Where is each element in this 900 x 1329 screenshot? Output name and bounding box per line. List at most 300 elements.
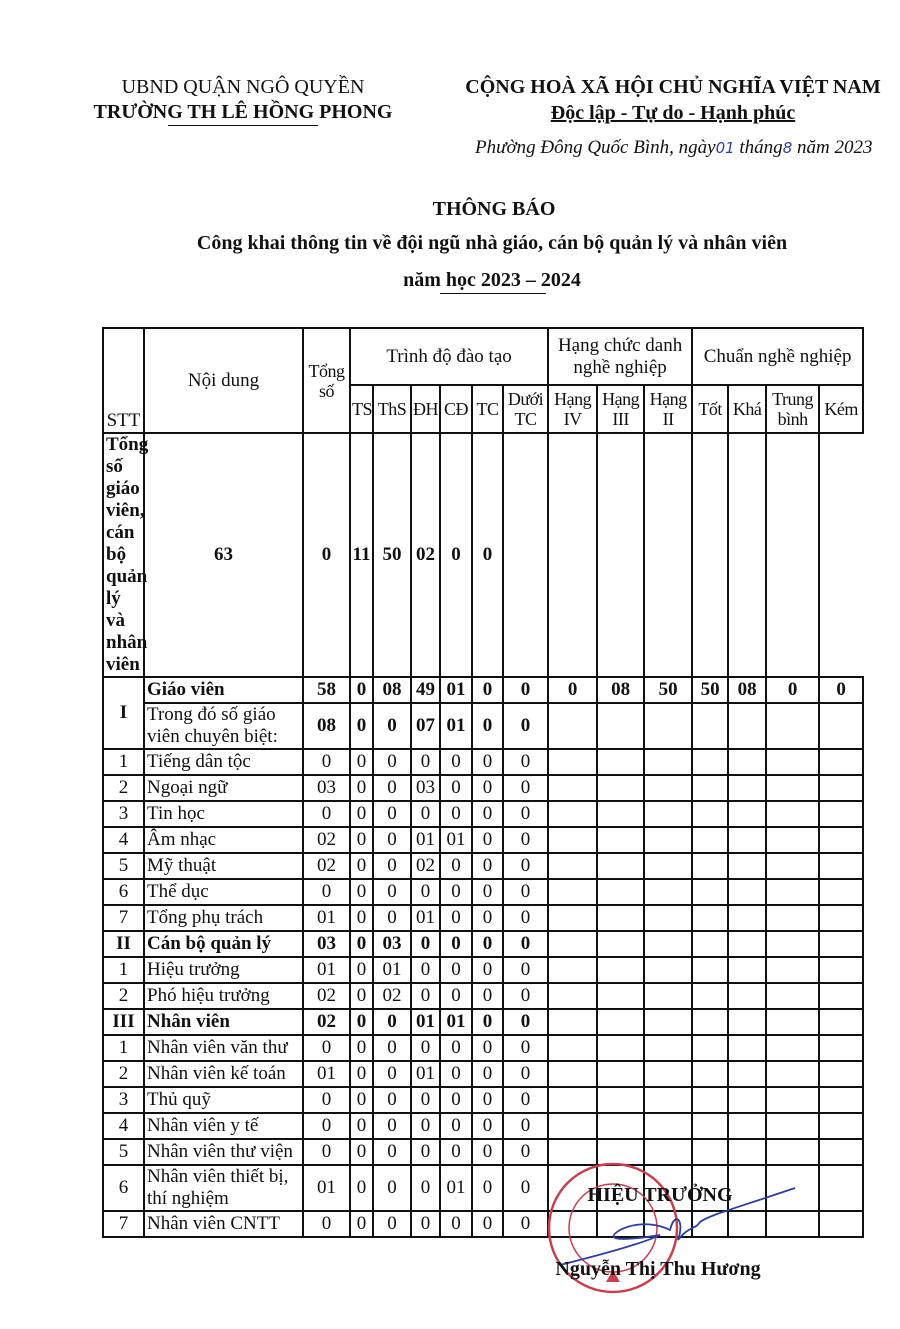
- row-label: Nhân viên thư viện: [144, 1139, 303, 1165]
- row-value: [597, 433, 644, 677]
- row-value: 03: [373, 931, 411, 957]
- row-value: 0: [350, 931, 373, 957]
- row-value: 08: [373, 677, 411, 703]
- header-sub-6: Hạng IV: [548, 385, 597, 433]
- row-value: [819, 853, 863, 879]
- row-value: [766, 879, 819, 905]
- table-row: [103, 1087, 863, 1113]
- row-value: 0: [373, 1061, 411, 1087]
- row-value: [728, 1113, 766, 1139]
- row-value: 01: [303, 957, 350, 983]
- row-value: 0: [503, 677, 548, 703]
- table-row: [103, 905, 863, 931]
- row-value: 01: [440, 677, 472, 703]
- date-prefix: Phường Đông Quốc Bình, ngày: [475, 137, 716, 158]
- row-value: [692, 1035, 728, 1061]
- row-value: 58: [303, 677, 350, 703]
- row-value: 0: [350, 1211, 373, 1237]
- row-stt: 1: [103, 1035, 144, 1061]
- row-label: Nhân viên văn thư: [144, 1035, 303, 1061]
- table-row: [103, 983, 863, 1009]
- header-standard: Chuẩn nghề nghiệp: [692, 328, 863, 385]
- row-label: Âm nhạc: [144, 827, 303, 853]
- row-value: 0: [472, 1009, 503, 1035]
- row-value: [766, 905, 819, 931]
- row-value: [766, 827, 819, 853]
- row-value: 0: [303, 1139, 350, 1165]
- row-value: [766, 1061, 819, 1087]
- row-value: [819, 931, 863, 957]
- row-value: 0: [350, 801, 373, 827]
- row-value: 0: [303, 1087, 350, 1113]
- row-value: 0: [303, 1035, 350, 1061]
- row-value: [819, 775, 863, 801]
- row-label: Cán bộ quản lý: [144, 931, 303, 957]
- row-value: [766, 1035, 819, 1061]
- row-value: 0: [440, 931, 472, 957]
- row-value: 0: [350, 775, 373, 801]
- row-value: [728, 749, 766, 775]
- row-value: [766, 983, 819, 1009]
- school-year: năm học 2023 – 2024: [403, 269, 581, 291]
- row-value: [548, 853, 597, 879]
- row-value: 0: [548, 677, 597, 703]
- row-value: [548, 703, 597, 749]
- row-value: [819, 1061, 863, 1087]
- row-label: Hiệu trưởng: [144, 957, 303, 983]
- row-value: 0: [411, 1035, 440, 1061]
- row-value: 0: [503, 1009, 548, 1035]
- row-value: 0: [503, 775, 548, 801]
- row-value: [819, 749, 863, 775]
- row-value: 02: [411, 433, 440, 677]
- row-value: 0: [472, 1087, 503, 1113]
- row-value: 0: [472, 677, 503, 703]
- row-value: 03: [411, 775, 440, 801]
- header-sub-0: TS: [350, 385, 373, 433]
- row-value: [766, 1087, 819, 1113]
- row-value: 0: [350, 1035, 373, 1061]
- row-value: [597, 801, 644, 827]
- row-value: [644, 433, 692, 677]
- row-value: [548, 1035, 597, 1061]
- header-sub-1: ThS: [373, 385, 411, 433]
- row-value: [597, 1009, 644, 1035]
- row-value: 0: [503, 905, 548, 931]
- row-value: [692, 775, 728, 801]
- row-stt: 2: [103, 775, 144, 801]
- row-value: [819, 1009, 863, 1035]
- row-value: [548, 983, 597, 1009]
- header-sub-2: ĐH: [411, 385, 440, 433]
- table-row: [103, 1061, 863, 1087]
- row-value: 49: [411, 677, 440, 703]
- row-value: [728, 853, 766, 879]
- row-value: 0: [373, 827, 411, 853]
- row-value: [644, 853, 692, 879]
- country-name: CỘNG HOÀ XÃ HỘI CHỦ NGHĨA VIỆT NAM: [465, 76, 881, 98]
- row-value: 0: [440, 853, 472, 879]
- row-value: [644, 827, 692, 853]
- row-label: Mỹ thuật: [144, 853, 303, 879]
- row-value: 0: [440, 433, 472, 677]
- row-label: Nhân viên thiết bị, thí nghiệm: [144, 1165, 303, 1211]
- row-value: [819, 1035, 863, 1061]
- row-value: 0: [503, 749, 548, 775]
- motto: Độc lập - Tự do - Hạnh phúc: [550, 102, 796, 124]
- row-value: [766, 749, 819, 775]
- row-value: [597, 905, 644, 931]
- row-value: [548, 749, 597, 775]
- row-value: [819, 1113, 863, 1139]
- row-value: 0: [472, 1035, 503, 1061]
- row-value: [548, 879, 597, 905]
- date-line: [475, 137, 872, 159]
- table-row: [103, 827, 863, 853]
- row-value: 0: [472, 905, 503, 931]
- row-value: [692, 749, 728, 775]
- row-value: 50: [373, 433, 411, 677]
- row-value: [692, 931, 728, 957]
- row-value: 0: [472, 749, 503, 775]
- row-stt: II: [103, 931, 144, 957]
- row-stt: 5: [103, 1139, 144, 1165]
- row-value: [503, 433, 548, 677]
- row-value: [692, 1061, 728, 1087]
- row-value: 0: [503, 801, 548, 827]
- table-row: [103, 879, 863, 905]
- row-value: 0: [472, 1061, 503, 1087]
- row-value: [548, 801, 597, 827]
- header-total: Tổng số: [303, 328, 350, 433]
- row-value: [766, 1139, 819, 1165]
- table-row: [103, 1113, 863, 1139]
- row-value: 01: [303, 1061, 350, 1087]
- row-value: [766, 1009, 819, 1035]
- row-value: 02: [303, 983, 350, 1009]
- row-value: 0: [373, 1087, 411, 1113]
- row-value: [819, 905, 863, 931]
- row-value: 0: [819, 677, 863, 703]
- row-value: [692, 1087, 728, 1113]
- row-value: [766, 853, 819, 879]
- row-value: [692, 983, 728, 1009]
- signer-role: HIỆU TRƯỞNG: [587, 1184, 733, 1206]
- header-sub-5: Dưới TC: [503, 385, 548, 433]
- row-value: 0: [472, 775, 503, 801]
- row-stt: 2: [103, 983, 144, 1009]
- row-value: 0: [411, 1139, 440, 1165]
- row-value: [728, 905, 766, 931]
- row-value: 0: [472, 853, 503, 879]
- row-value: [644, 1035, 692, 1061]
- table-row: [103, 677, 863, 703]
- row-value: [548, 827, 597, 853]
- row-stt: 7: [103, 1211, 144, 1237]
- row-value: [597, 1113, 644, 1139]
- row-value: 0: [411, 749, 440, 775]
- row-value: 0: [411, 1087, 440, 1113]
- row-value: [548, 1009, 597, 1035]
- row-value: 0: [472, 931, 503, 957]
- row-value: 07: [411, 703, 440, 749]
- row-value: 0: [472, 983, 503, 1009]
- row-value: [597, 1061, 644, 1087]
- row-value: [728, 983, 766, 1009]
- row-value: 0: [440, 801, 472, 827]
- row-value: 0: [440, 1211, 472, 1237]
- row-value: [766, 931, 819, 957]
- row-value: 0: [373, 1009, 411, 1035]
- row-value: 0: [303, 433, 350, 677]
- row-value: 0: [472, 1165, 503, 1211]
- row-value: 0: [472, 827, 503, 853]
- row-value: [597, 703, 644, 749]
- row-value: 0: [411, 1165, 440, 1211]
- row-stt: 1: [103, 957, 144, 983]
- row-value: [548, 957, 597, 983]
- row-value: [728, 957, 766, 983]
- row-label: Tổng phụ trách: [144, 905, 303, 931]
- row-value: 0: [472, 433, 503, 677]
- row-value: [692, 827, 728, 853]
- school-name: TRƯỜNG TH LÊ HỒNG PHONG: [93, 101, 393, 123]
- document-title: THÔNG BÁO: [432, 198, 556, 220]
- row-value: 01: [440, 1009, 472, 1035]
- row-value: [597, 983, 644, 1009]
- row-value: 0: [373, 1211, 411, 1237]
- table-row: [103, 931, 863, 957]
- row-value: [692, 879, 728, 905]
- row-value: [644, 957, 692, 983]
- row-value: 02: [303, 853, 350, 879]
- table-row: [103, 1035, 863, 1061]
- row-value: [819, 1139, 863, 1165]
- row-value: [548, 1061, 597, 1087]
- header-sub-9: Tốt: [692, 385, 728, 433]
- table-row: [103, 433, 863, 677]
- row-value: [819, 1211, 863, 1237]
- row-value: 02: [411, 853, 440, 879]
- row-value: 0: [440, 1035, 472, 1061]
- row-value: [766, 1113, 819, 1139]
- row-value: 0: [303, 749, 350, 775]
- row-value: [597, 957, 644, 983]
- row-value: [597, 879, 644, 905]
- row-value: 0: [503, 879, 548, 905]
- row-value: [728, 775, 766, 801]
- row-value: 0: [411, 801, 440, 827]
- header-training: Trình độ đào tạo: [350, 328, 548, 385]
- row-value: 0: [350, 749, 373, 775]
- row-value: 0: [503, 931, 548, 957]
- row-value: [766, 801, 819, 827]
- row-value: [819, 801, 863, 827]
- year-label: năm 2023: [796, 137, 873, 158]
- document-subtitle: Công khai thông tin về đội ngũ nhà giáo, cán bộ quản lý và nhân viên: [196, 232, 788, 254]
- row-value: 0: [503, 1139, 548, 1165]
- row-value: 0: [373, 1113, 411, 1139]
- row-value: 01: [440, 703, 472, 749]
- row-value: [819, 983, 863, 1009]
- row-value: [819, 1087, 863, 1113]
- row-value: 01: [440, 827, 472, 853]
- row-value: 01: [373, 957, 411, 983]
- row-value: 11: [350, 433, 373, 677]
- row-stt: III: [103, 1009, 144, 1035]
- table-row: [103, 703, 863, 749]
- row-value: 0: [350, 1139, 373, 1165]
- row-value: [728, 801, 766, 827]
- row-value: 0: [373, 749, 411, 775]
- row-label: Tổng số giáo viên, cán bộ quản lý và nhân viên: [103, 433, 144, 677]
- row-value: [692, 1139, 728, 1165]
- row-label: Nhân viên CNTT: [144, 1211, 303, 1237]
- table-row: [103, 801, 863, 827]
- row-label: Tiếng dân tộc: [144, 749, 303, 775]
- row-value: 0: [350, 983, 373, 1009]
- row-value: [728, 433, 766, 677]
- row-value: 0: [373, 1139, 411, 1165]
- staff-table: [102, 327, 864, 1238]
- row-value: 0: [411, 957, 440, 983]
- row-value: [644, 775, 692, 801]
- row-value: [644, 749, 692, 775]
- row-value: [692, 957, 728, 983]
- row-value: [819, 703, 863, 749]
- header-content: Nội dung: [144, 328, 303, 433]
- row-value: [766, 775, 819, 801]
- header-stt: STT: [103, 328, 144, 433]
- row-value: 0: [440, 1139, 472, 1165]
- row-value: [548, 905, 597, 931]
- row-value: 0: [373, 775, 411, 801]
- row-value: [644, 1009, 692, 1035]
- row-value: 0: [303, 879, 350, 905]
- row-value: 0: [472, 1113, 503, 1139]
- row-value: 0: [303, 1113, 350, 1139]
- row-value: 08: [728, 677, 766, 703]
- table-row: [103, 853, 863, 879]
- row-value: [766, 957, 819, 983]
- row-value: 0: [350, 905, 373, 931]
- row-value: 63: [144, 433, 303, 677]
- row-value: 0: [373, 853, 411, 879]
- row-stt: 5: [103, 853, 144, 879]
- header-sub-10: Khá: [728, 385, 766, 433]
- row-value: 0: [440, 983, 472, 1009]
- row-value: 0: [440, 749, 472, 775]
- row-value: 03: [303, 931, 350, 957]
- divider: [440, 293, 546, 294]
- row-value: [597, 827, 644, 853]
- header-sub-4: TC: [472, 385, 503, 433]
- row-value: [548, 931, 597, 957]
- row-value: [644, 905, 692, 931]
- row-value: 0: [503, 703, 548, 749]
- row-value: [548, 1087, 597, 1113]
- row-value: [597, 749, 644, 775]
- table-row: [103, 1139, 863, 1165]
- row-value: 0: [373, 1165, 411, 1211]
- header-sub-7: Hạng III: [597, 385, 644, 433]
- row-value: 02: [303, 1009, 350, 1035]
- header-sub-11: Trung bình: [766, 385, 819, 433]
- row-value: 0: [350, 1165, 373, 1211]
- row-value: 0: [472, 801, 503, 827]
- row-value: [692, 433, 728, 677]
- row-value: 0: [411, 1113, 440, 1139]
- row-value: 0: [503, 1035, 548, 1061]
- date-day: 01: [715, 139, 735, 157]
- row-value: [597, 775, 644, 801]
- row-value: 0: [440, 1087, 472, 1113]
- row-stt: 7: [103, 905, 144, 931]
- row-stt: 6: [103, 879, 144, 905]
- row-value: 0: [350, 703, 373, 749]
- header-sub-8: Hạng II: [644, 385, 692, 433]
- row-value: 0: [350, 1061, 373, 1087]
- row-stt: 4: [103, 1113, 144, 1139]
- row-label: Nhân viên y tế: [144, 1113, 303, 1139]
- row-value: 01: [411, 905, 440, 931]
- signer-name: Nguyễn Thị Thu Hương: [555, 1258, 761, 1280]
- row-value: [728, 931, 766, 957]
- row-value: [728, 1087, 766, 1113]
- row-value: 0: [411, 983, 440, 1009]
- header-sub-3: CĐ: [440, 385, 472, 433]
- row-value: [692, 801, 728, 827]
- row-value: 0: [440, 957, 472, 983]
- row-value: [644, 703, 692, 749]
- row-value: [728, 1009, 766, 1035]
- row-label: Nhân viên kế toán: [144, 1061, 303, 1087]
- divider: [168, 125, 318, 126]
- row-value: 0: [411, 931, 440, 957]
- row-value: 0: [303, 801, 350, 827]
- table-row: [103, 775, 863, 801]
- row-value: 01: [411, 827, 440, 853]
- row-value: 0: [350, 1087, 373, 1113]
- row-value: 50: [692, 677, 728, 703]
- row-value: 0: [303, 1211, 350, 1237]
- row-stt: 1: [103, 749, 144, 775]
- row-label: Nhân viên: [144, 1009, 303, 1035]
- table-row: [103, 957, 863, 983]
- row-value: [766, 433, 819, 677]
- row-value: [644, 1087, 692, 1113]
- row-value: 0: [350, 957, 373, 983]
- row-value: [692, 1113, 728, 1139]
- row-value: 50: [644, 677, 692, 703]
- row-label: Trong đó số giáo viên chuyên biệt:: [144, 703, 303, 749]
- row-value: 0: [350, 1009, 373, 1035]
- row-value: [728, 827, 766, 853]
- row-value: [597, 931, 644, 957]
- row-value: 0: [440, 879, 472, 905]
- row-value: 0: [503, 1211, 548, 1237]
- row-value: 0: [440, 1113, 472, 1139]
- row-value: 0: [350, 853, 373, 879]
- row-value: [644, 879, 692, 905]
- row-value: 01: [303, 1165, 350, 1211]
- row-value: 0: [350, 827, 373, 853]
- row-value: 08: [597, 677, 644, 703]
- row-value: 0: [411, 1211, 440, 1237]
- row-value: [728, 703, 766, 749]
- row-value: [766, 703, 819, 749]
- row-value: [548, 1113, 597, 1139]
